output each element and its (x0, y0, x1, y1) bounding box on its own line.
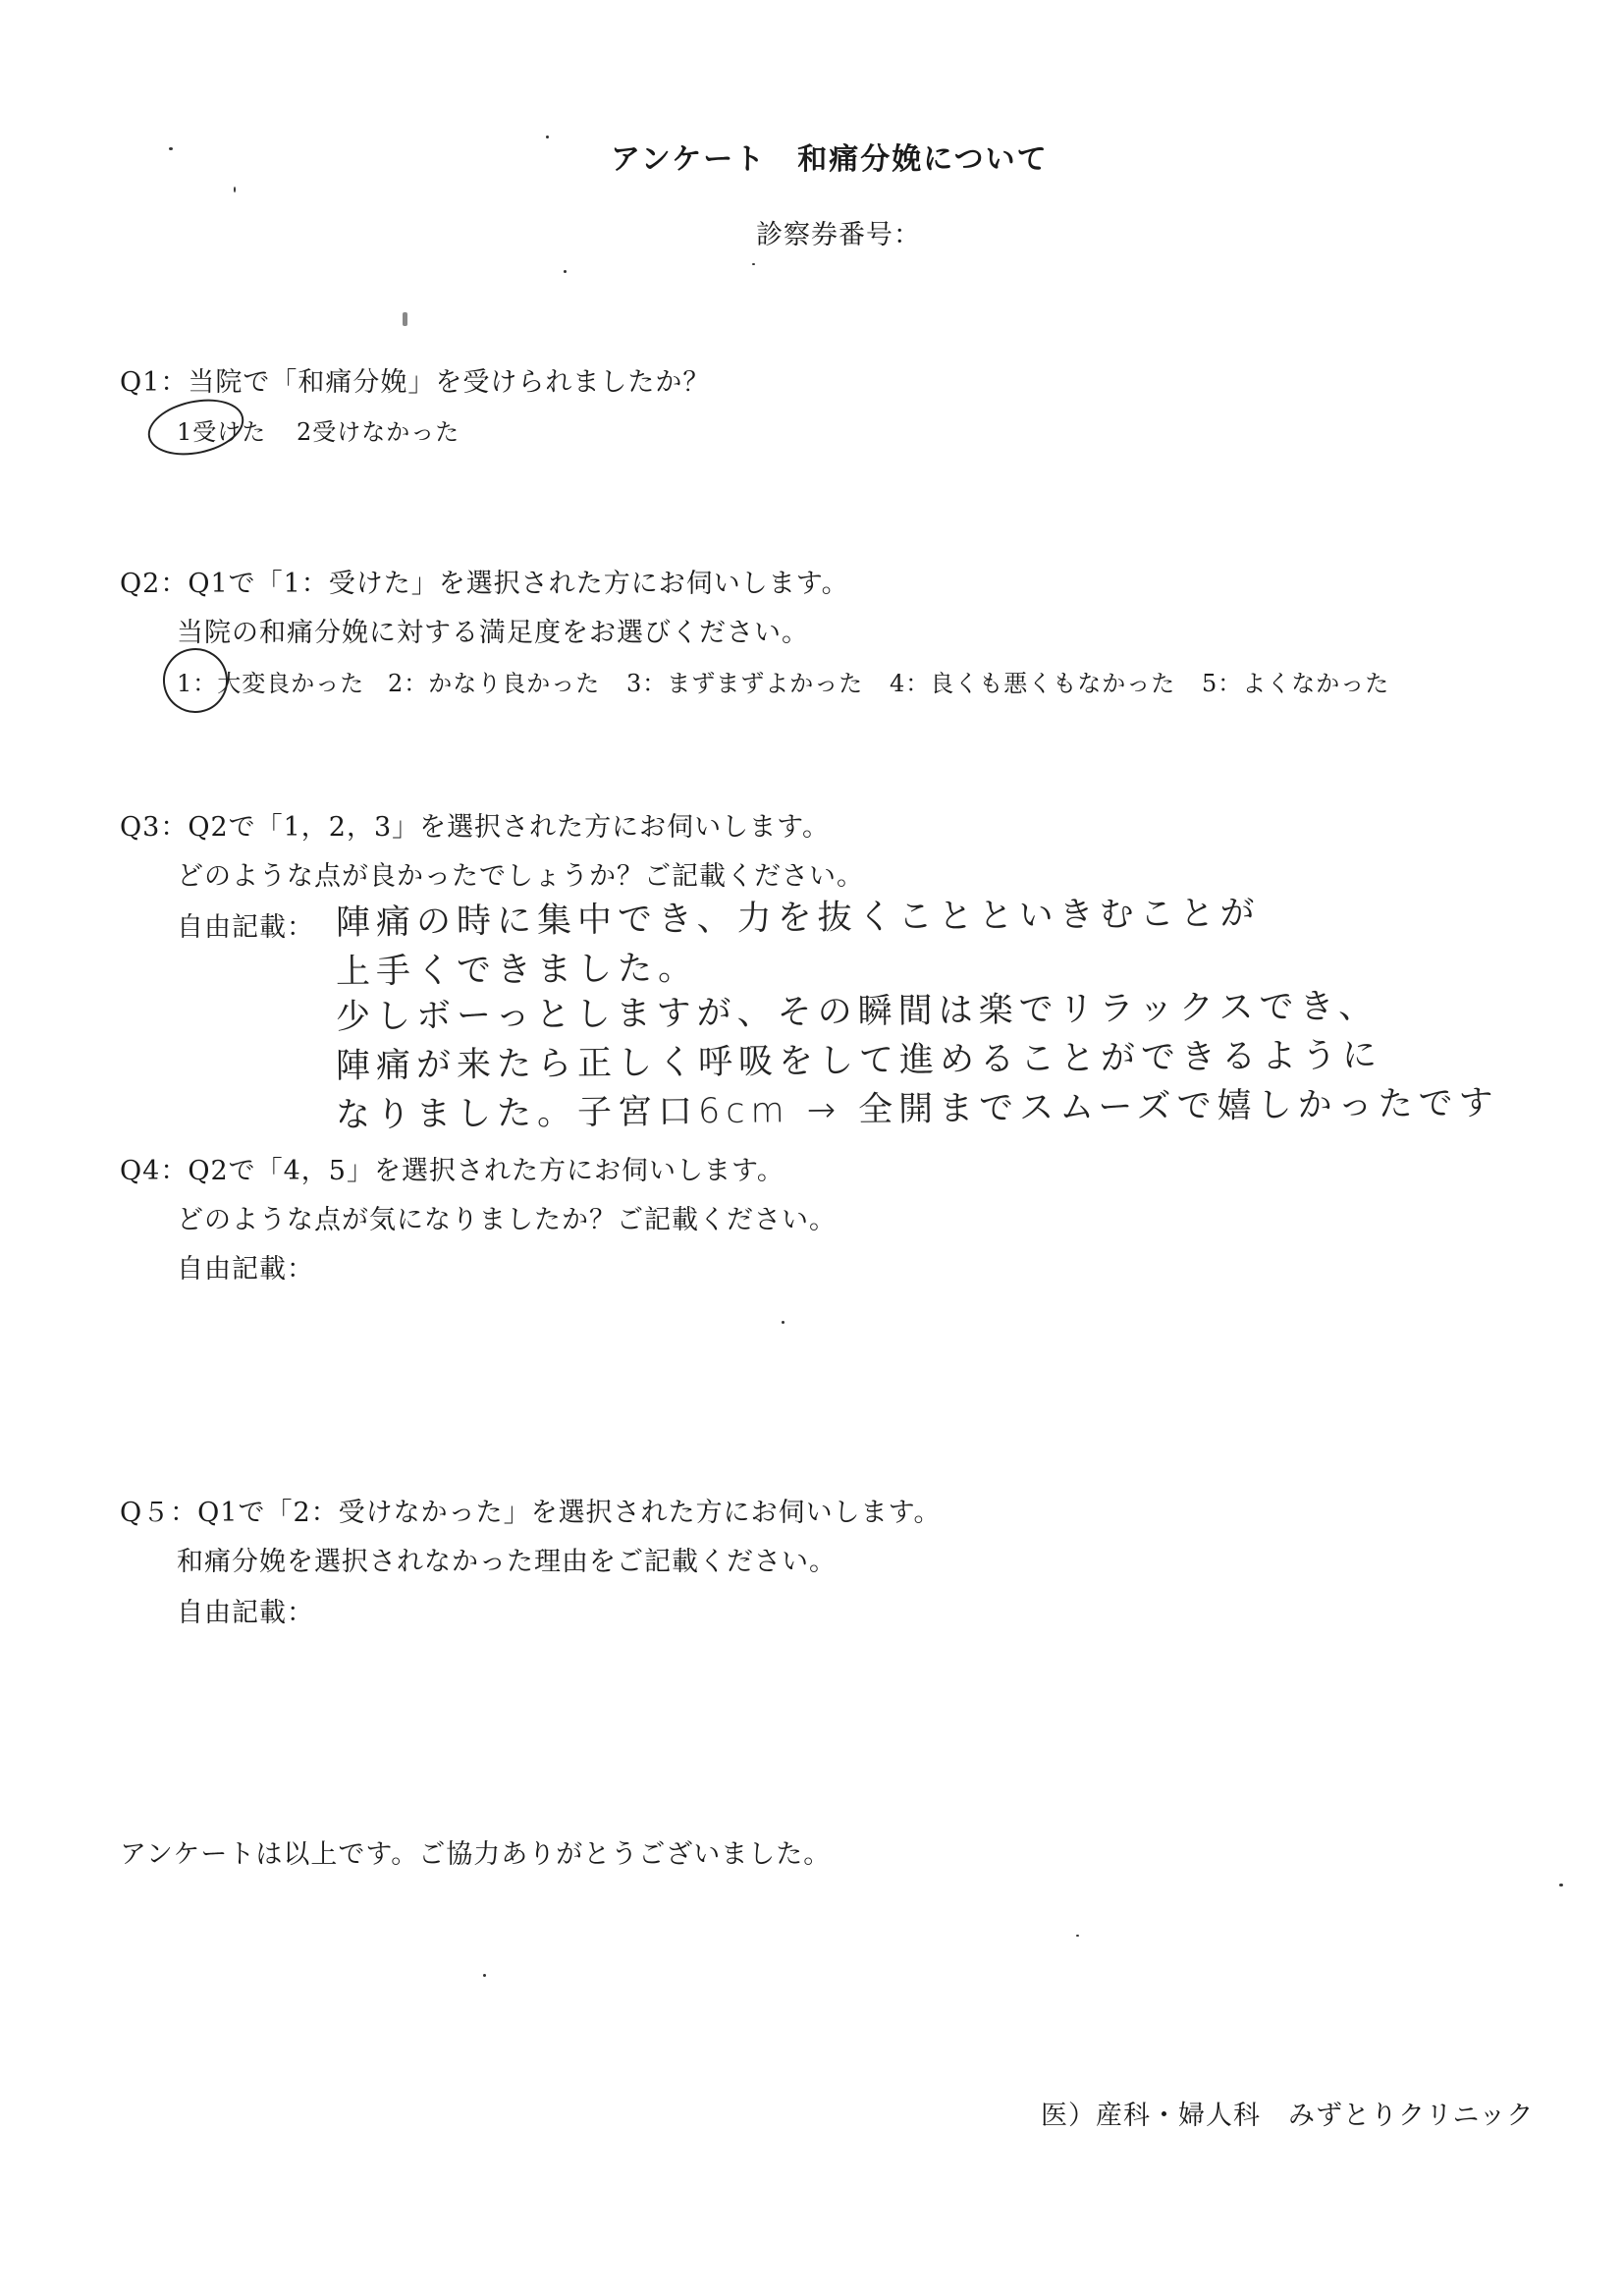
q1-option-2[interactable]: 2受けなかった (297, 418, 460, 446)
q3-free-label: 自由記載： (177, 912, 314, 943)
q2-option-4[interactable]: 4：良くも悪くもなかった (890, 670, 1176, 697)
q4-question: Q4：Q2で「4，5」を選択された方にお伺いします。 (120, 1156, 784, 1186)
scan-speck (564, 270, 567, 273)
q2-question: Q2：Q1で「1：受けた」を選択された方にお伺いします。 (120, 569, 849, 599)
q1-selection-circle (142, 391, 248, 463)
q3-handwritten-line-5: なりました。子宮口6cm → 全開までスムーズで嬉しかったです (335, 1083, 1499, 1135)
q3-handwritten-line-3: 少しボーっとしますが、その瞬間は楽でリラックスでき、 (335, 986, 1380, 1037)
q5-free-label: 自由記載： (177, 1598, 314, 1628)
q1-question: Q1：当院で「和痛分娩」を受けられましたか？ (120, 367, 711, 398)
q2-subtext: 当院の和痛分娩に対する満足度をお選びください。 (177, 618, 809, 648)
survey-title: アンケート 和痛分娩について (611, 142, 1049, 177)
q3-handwritten-line-2: 上手くできました。 (335, 949, 699, 992)
q3-question: Q3：Q2で「1，2，3」を選択された方にお伺いします。 (120, 812, 831, 843)
q5-subtext: 和痛分娩を選択されなかった理由をご記載ください。 (177, 1547, 837, 1577)
scan-speck (483, 1974, 486, 1977)
q1-option-1[interactable]: 1受けた (177, 418, 267, 446)
scan-speck (546, 136, 549, 138)
clinic-name: 医）産科・婦人科 みずとりクリニック (1041, 2101, 1535, 2131)
scan-speck (752, 263, 755, 265)
q2-option-1[interactable]: 1：大変良かった (177, 670, 365, 697)
q4-subtext: どのような点が気になりましたか？ご記載ください。 (177, 1205, 837, 1235)
closing-message: アンケートは以上です。ご協力ありがとうございました。 (120, 1839, 832, 1870)
q2-option-5[interactable]: 5：よくなかった (1202, 670, 1390, 697)
scan-speck (234, 187, 236, 192)
scan-speck (1076, 1935, 1079, 1937)
q2-option-3[interactable]: 3：まずまずよかった (626, 670, 864, 697)
q5-question: Q５：Q1で「2：受けなかった」を選択された方にお伺いします。 (120, 1498, 942, 1528)
scan-speck (782, 1321, 784, 1324)
q3-handwritten-line-1: 陣痛の時に集中でき、力を抜くことといきむことが (335, 894, 1261, 943)
scan-speck (169, 147, 173, 150)
q2-selection-circle (158, 643, 233, 718)
patient-number-label: 診察券番号： (756, 220, 921, 250)
scan-speck (1559, 1884, 1563, 1886)
q3-subtext: どのような点が良かったでしょうか？ご記載ください。 (177, 861, 864, 892)
scan-speck (403, 312, 407, 326)
q3-handwritten-line-4: 陣痛が来たら正しく呼吸をして進めることができるように (335, 1035, 1383, 1086)
q4-free-label: 自由記載： (177, 1254, 314, 1285)
q2-option-2[interactable]: 2：かなり良かった (388, 670, 601, 697)
